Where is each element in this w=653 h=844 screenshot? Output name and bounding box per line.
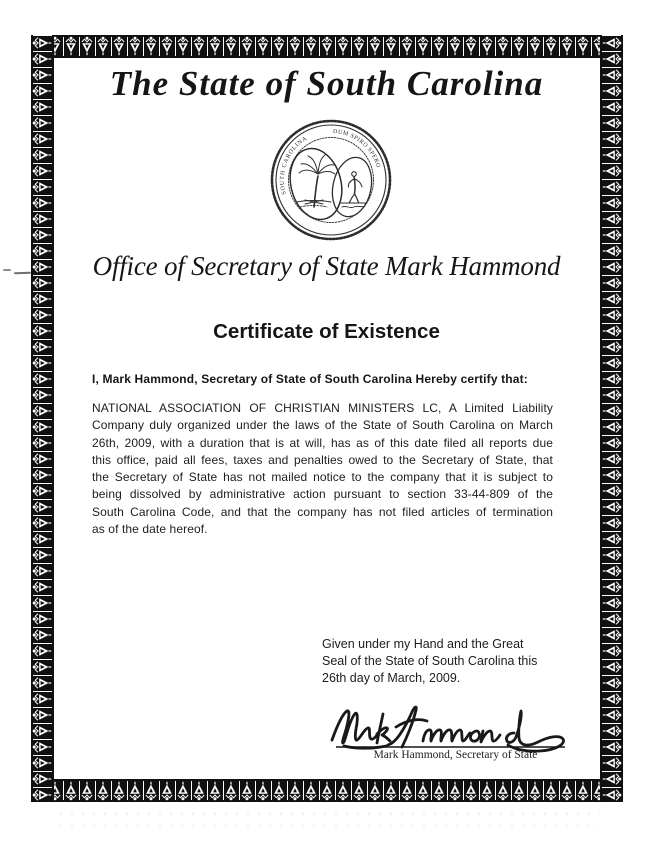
attestation-block	[322, 636, 562, 688]
state-title: The State of South Carolina	[109, 64, 544, 103]
border-right	[600, 35, 623, 802]
scan-noise	[60, 812, 600, 815]
body-line: Company duly organized under the laws of the State of South Carolina on March	[92, 418, 553, 433]
body-line: as of the date hereof.	[92, 522, 208, 537]
attestation-line: Seal of the State of South Carolina this	[322, 654, 538, 669]
border-top	[31, 35, 623, 58]
office-line: Office of Secretary of State Mark Hammond	[92, 251, 561, 281]
signature-caption: Mark Hammond, Secretary of State	[373, 749, 538, 761]
attestation-line: Given under my Hand and the Great	[322, 637, 524, 651]
body-line: South Carolina Code, and that the company has not filed articles of termination	[92, 504, 553, 519]
body-line: NATIONAL ASSOCIATION OF CHRISTIAN MINISTERS LC, A Limited Liability	[92, 401, 553, 415]
svg-text:DUM SPIRO SPERO	[333, 129, 381, 169]
seal-arc-text-right: DUM SPIRO SPERO	[332, 128, 381, 169]
body-line: 26th, 2009, with a duration that is at will, has as of this date filed all reports due	[92, 435, 553, 450]
body-line: the Secretary of State has not mailed notice to the company that it is subject to	[92, 470, 553, 485]
certify-line: I, Mark Hammond, Secretary of State of South Carolina Hereby certify that:	[92, 372, 528, 386]
certificate-heading: Certificate of Existence	[213, 320, 440, 343]
state-seal-icon	[265, 114, 397, 246]
body-line: being dissolved by administrative action pursuant to section 33-44-809 of the	[92, 487, 553, 502]
attestation-line: 26th day of March, 2009.	[322, 671, 461, 686]
scan-noise	[60, 824, 600, 827]
border-bottom	[31, 779, 623, 802]
certificate-body	[92, 400, 553, 538]
border-left	[31, 35, 54, 802]
seal-arc-text-left: SOUTH CAROLINA	[279, 135, 309, 196]
body-line: this office, paid all fees, taxes and penalties owed to the Secretary of State, that	[92, 452, 553, 467]
